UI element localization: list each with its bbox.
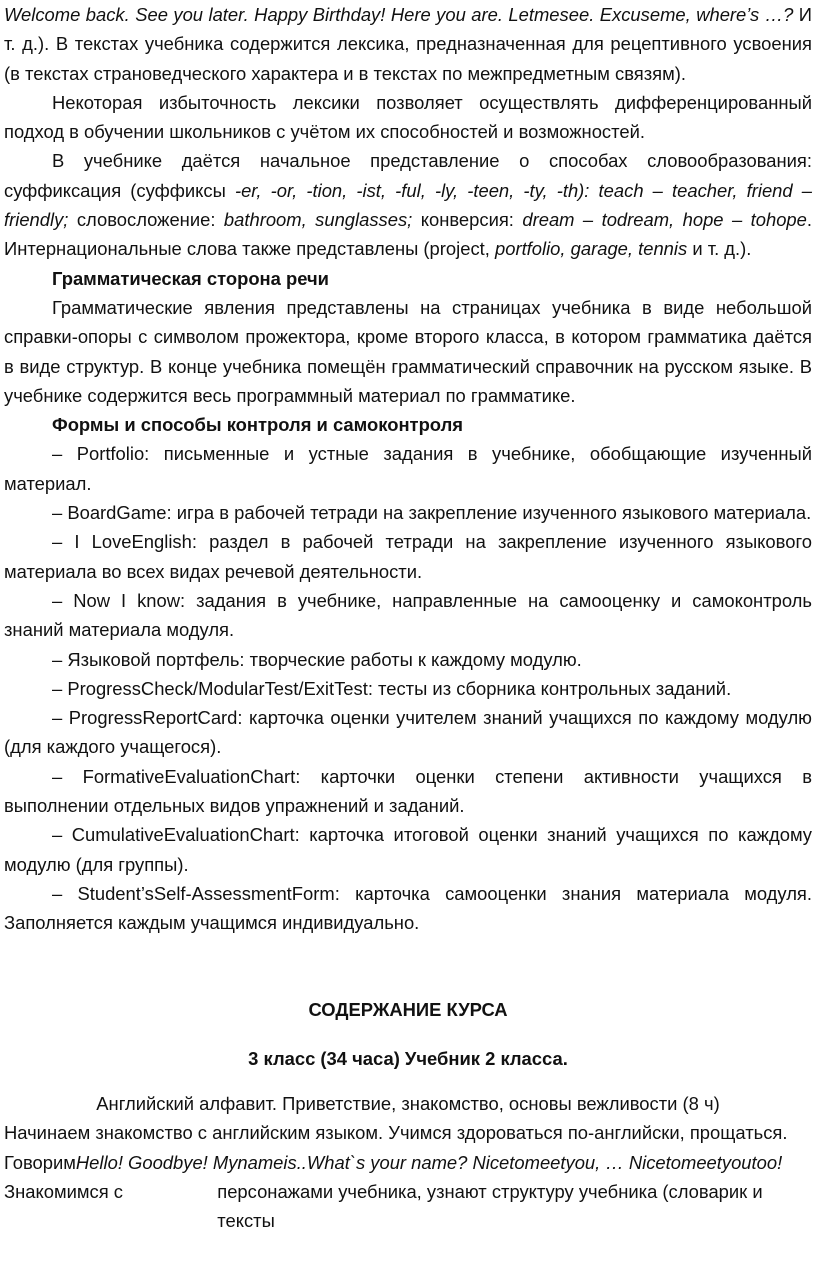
item-term: – Student’sSelf-AssessmentForm: [52,882,356,904]
paragraph-vocabulary-phrases [4,0,812,88]
list-item [4,498,812,527]
text-span: конверсия: [412,209,523,231]
example-phrases: Welcome back. See you later. Happy Birthday! Here you are. Letmesee. Excuseme, where’s …? [4,4,794,25]
spacer [4,1073,812,1089]
list-item [4,645,812,674]
item-description: карточка итоговой оценки знаний учащихся по каждому модулю (для группы). [4,824,812,875]
item-term: – Portfolio: [52,443,164,465]
item-term: – Языковой портфель: [52,648,250,670]
compound-examples: bathroom, sunglasses; [223,209,413,231]
list-item [4,703,812,762]
spacer [4,938,812,995]
paragraph-grammar: Грамматические явления представлены на страницах учебника в виде небольшой справки-опоры с символом прожектора, кроме второго класса, в котором грамматика даётся в виде структур. В конце учебника помещён грамматический справочник на русском языке. В учебнике содержится весь программный материал по грамматике. [4,296,812,406]
conversion-examples: dream – todream, hope – tohope [522,209,807,231]
course-content-title: СОДЕРЖАНИЕ КУРСА [308,998,508,1020]
item-description: игра в рабочей тетради на закрепление изученного языкового материала. [176,502,812,524]
text-span: . Интернациональные слова также представлены (project, [4,209,813,260]
list-item [4,674,812,703]
topic-line [4,1148,812,1177]
control-list [4,439,812,937]
item-description: карточка оценки учителем знаний учащихся по каждому модулю (для каждого учащегося). [4,707,812,758]
paragraph-text: И т. д.). В текстах учебника содержится лексика, предназначенная для рецептивного усвоения (в текстах страноведческого характера и в текстах по межпредметным связям). [4,4,813,84]
item-term: – FormativeEvaluationChart: [52,765,321,787]
topic-line [4,1177,812,1236]
topic-title: Английский алфавит. Приветствие, знакомство, основы вежливости (8 ч) [96,1093,720,1115]
text-span: и т. д.). [687,238,752,260]
international-words: portfolio, garage, tennis [494,238,688,260]
spacer [4,1024,812,1044]
item-description: раздел в рабочей тетради на закрепление изученного языкового материала во всех видах речевой деятельности. [4,531,812,582]
item-term: – BoardGame: [52,502,177,524]
item-term: – Now I know: [52,589,197,611]
paragraph-word-formation [4,146,812,263]
list-item [4,879,812,938]
list-item [4,439,812,498]
greeting-phrases: Hello! Goodbye! Mynameis..What`s your name? Nicetomeetyou, … Nicetomeetyoutoo! [75,1151,783,1173]
list-item [4,762,812,821]
item-term: – CumulativeEvaluationChart: [52,824,310,846]
suffix-examples: -er, -or, -tion, -ist, -ful, -ly, -teen, -ty, -th): teach – teacher, friend – friendly; [4,179,812,231]
item-description: тесты из сборника контрольных заданий. [378,677,732,699]
text-span: персонажами учебника, узнают структуру учебника (словарик и тексты [217,1180,763,1232]
list-item [4,527,812,586]
paragraph-lexical-redundancy: Некоторая избыточность лексики позволяет осуществлять дифференцированный подход в обучении школьников с учётом их способностей и возможностей. [4,91,812,143]
item-description: письменные и устные задания в учебнике, обобщающие изученный материал. [4,443,812,494]
text-span: Говорим [4,1151,76,1173]
item-description: задания в учебнике, направленные на самооценку и самоконтроль знаний материала модуля. [4,589,812,641]
grade-title: 3 класс (34 часа) Учебник 2 класса. [248,1047,568,1069]
item-description: карточки оценки степени активности учащихся в выполнении отдельных видов упражнений и заданий. [4,765,812,817]
item-term: – I LoveEnglish: [52,531,210,553]
list-item [4,820,812,879]
item-description: карточка самооценки знания материала модуля. Заполняется каждым учащимся индивидуально. [4,882,812,934]
item-description: творческие работы к каждому модулю. [249,648,582,670]
text-span: Знакомимся с [4,1180,123,1202]
heading-control-forms: Формы и способы контроля и самоконтроля [52,414,463,436]
list-item [4,586,812,645]
item-term: – ProgressReportCard: [52,707,250,729]
topic-line: Начинаем знакомство с английским языком. Учимся здороваться по-английски, прощаться. [4,1122,788,1144]
text-span: В учебнике даётся начальное представление о способах словообразования: суффиксация (суффиксы [4,150,812,201]
item-term: – ProgressCheck/ModularTest/ExitTest: [52,677,379,699]
text-span: словосложение: [68,209,224,231]
heading-grammar: Грамматическая сторона речи [52,267,329,289]
